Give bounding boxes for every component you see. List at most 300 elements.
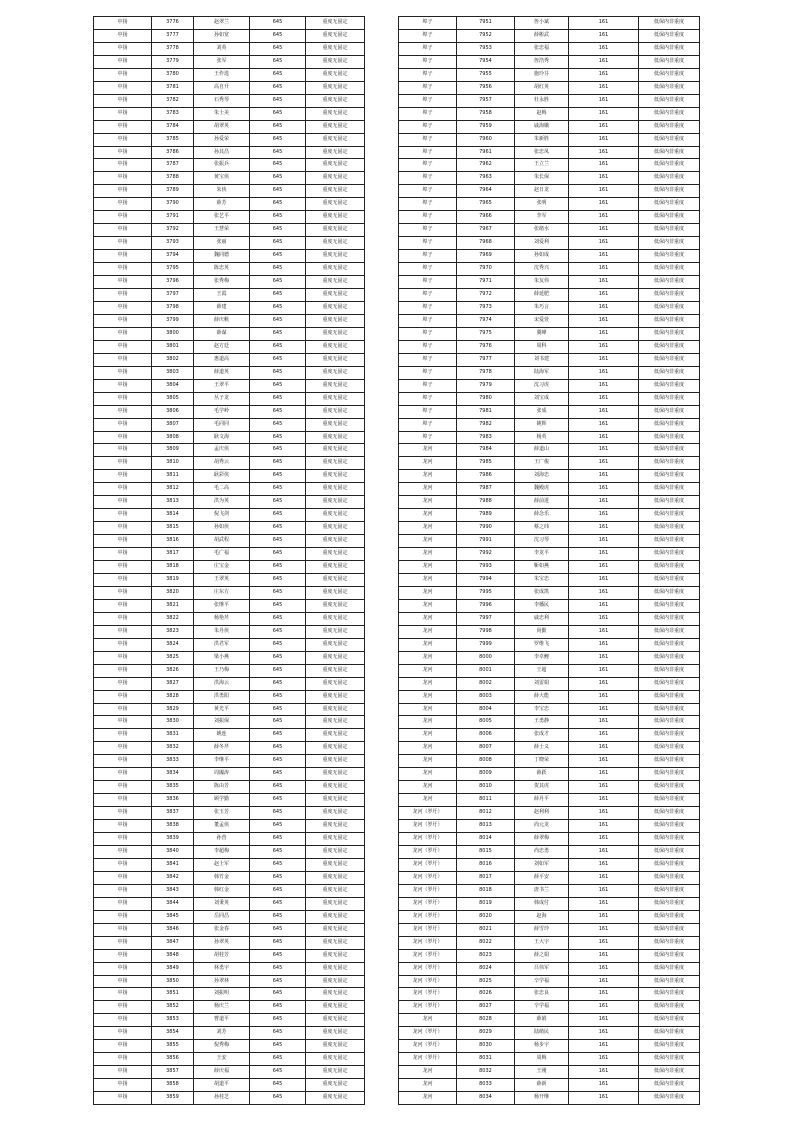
table-row [399, 340, 700, 353]
id-cell: 3804 [152, 379, 194, 392]
table-row [399, 820, 700, 833]
table-row [94, 586, 365, 599]
id-cell: 7968 [457, 237, 515, 250]
id-cell: 8028 [457, 1014, 515, 1027]
type-cell: 低保内非重度 [639, 146, 700, 159]
id-cell: 8026 [457, 988, 515, 1001]
type-cell: 重度无固定 [306, 392, 365, 405]
name-cell: 胡红英 [515, 81, 569, 94]
id-cell: 3849 [152, 962, 194, 975]
id-cell: 3785 [152, 133, 194, 146]
town-cell: 中扬 [94, 1066, 152, 1079]
amount-cell: 161 [569, 664, 639, 677]
town-cell: 埠子 [399, 146, 457, 159]
amount-cell: 645 [250, 496, 306, 509]
name-cell: 张继平 [194, 599, 250, 612]
id-cell: 8031 [457, 1053, 515, 1066]
amount-cell: 645 [250, 42, 306, 55]
name-cell: 魏殿虎 [515, 483, 569, 496]
id-cell: 8014 [457, 833, 515, 846]
id-cell: 7957 [457, 94, 515, 107]
id-cell: 3800 [152, 327, 194, 340]
name-cell: 李龙平 [515, 548, 569, 561]
town-cell: 埠子 [399, 353, 457, 366]
type-cell: 低保内非重度 [639, 1027, 700, 1040]
amount-cell: 645 [250, 975, 306, 988]
name-cell: 薛跃 [515, 768, 569, 781]
type-cell: 低保内非重度 [639, 1040, 700, 1053]
id-cell: 8012 [457, 807, 515, 820]
town-cell: 埠子 [399, 392, 457, 405]
id-cell: 3831 [152, 729, 194, 742]
table-row [94, 314, 365, 327]
table-row [399, 1079, 700, 1092]
name-cell: 朱新胜 [515, 133, 569, 146]
table-row [399, 833, 700, 846]
table-row [399, 716, 700, 729]
name-cell: 薛平安 [515, 871, 569, 884]
id-cell: 3819 [152, 573, 194, 586]
town-cell: 埠子 [399, 250, 457, 263]
town-cell: 中扬 [94, 314, 152, 327]
town-cell: 中扬 [94, 573, 152, 586]
id-cell: 8023 [457, 949, 515, 962]
table-row [94, 664, 365, 677]
type-cell: 重度无固定 [306, 366, 365, 379]
amount-cell: 645 [250, 923, 306, 936]
type-cell: 低保内非重度 [639, 483, 700, 496]
type-cell: 重度无固定 [306, 81, 365, 94]
amount-cell: 645 [250, 807, 306, 820]
type-cell: 重度无固定 [306, 159, 365, 172]
town-cell: 中扬 [94, 81, 152, 94]
table-row [94, 768, 365, 781]
town-cell: 埠子 [399, 211, 457, 224]
name-cell: 张丽 [194, 237, 250, 250]
name-cell: 沈秀兴 [515, 263, 569, 276]
amount-cell: 645 [250, 224, 306, 237]
town-cell: 龙河 [399, 664, 457, 677]
id-cell: 7993 [457, 561, 515, 574]
type-cell: 低保内非重度 [639, 561, 700, 574]
type-cell: 重度无固定 [306, 962, 365, 975]
name-cell: 尚忠勇 [515, 846, 569, 859]
type-cell: 重度无固定 [306, 910, 365, 923]
type-cell: 重度无固定 [306, 276, 365, 289]
table-row [399, 1001, 700, 1014]
name-cell: 毛同同 [194, 418, 250, 431]
table-row [399, 548, 700, 561]
amount-cell: 161 [569, 535, 639, 548]
type-cell: 重度无固定 [306, 314, 365, 327]
type-cell: 重度无固定 [306, 237, 365, 250]
amount-cell: 645 [250, 353, 306, 366]
town-cell: 中扬 [94, 1053, 152, 1066]
table-row [94, 276, 365, 289]
town-cell: 龙河 [399, 690, 457, 703]
town-cell: 龙河 [399, 1014, 457, 1027]
table-row [94, 949, 365, 962]
table-row [94, 457, 365, 470]
type-cell: 重度无固定 [306, 884, 365, 897]
type-cell: 重度无固定 [306, 820, 365, 833]
amount-cell: 645 [250, 133, 306, 146]
name-cell: 朱长保 [515, 172, 569, 185]
town-cell: 中扬 [94, 988, 152, 1001]
amount-cell: 161 [569, 185, 639, 198]
type-cell: 低保内非重度 [639, 612, 700, 625]
id-cell: 3827 [152, 677, 194, 690]
town-cell: 中扬 [94, 936, 152, 949]
id-cell: 3811 [152, 470, 194, 483]
table-row [399, 664, 700, 677]
type-cell: 低保内非重度 [639, 755, 700, 768]
id-cell: 3828 [152, 690, 194, 703]
type-cell: 低保内非重度 [639, 405, 700, 418]
type-cell: 低保内非重度 [639, 949, 700, 962]
id-cell: 7999 [457, 638, 515, 651]
table-row [399, 366, 700, 379]
town-cell: 埠子 [399, 276, 457, 289]
id-cell: 3857 [152, 1066, 194, 1079]
town-cell: 中扬 [94, 884, 152, 897]
name-cell: 周梅 [515, 1053, 569, 1066]
table-row [94, 29, 365, 42]
id-cell: 7971 [457, 276, 515, 289]
name-cell: 韩竹金 [194, 871, 250, 884]
name-cell: 沈习琴 [515, 535, 569, 548]
table-row [399, 781, 700, 794]
id-cell: 7992 [457, 548, 515, 561]
town-cell: 中扬 [94, 522, 152, 535]
amount-cell: 161 [569, 483, 639, 496]
town-cell: 中扬 [94, 561, 152, 574]
amount-cell: 645 [250, 418, 306, 431]
name-cell: 胡武程 [194, 535, 250, 548]
table-row [94, 573, 365, 586]
table-row [94, 884, 365, 897]
table-row [94, 820, 365, 833]
name-cell: 王立兰 [515, 159, 569, 172]
town-cell: 龙河 [399, 1066, 457, 1079]
amount-cell: 645 [250, 755, 306, 768]
town-cell: 龙河（罗圩） [399, 962, 457, 975]
type-cell: 低保内非重度 [639, 833, 700, 846]
name-cell: 韩成付 [515, 897, 569, 910]
amount-cell: 161 [569, 1066, 639, 1079]
table-row [399, 392, 700, 405]
id-cell: 3780 [152, 68, 194, 81]
id-cell: 8007 [457, 742, 515, 755]
id-cell: 7981 [457, 405, 515, 418]
id-cell: 8009 [457, 768, 515, 781]
amount-cell: 645 [250, 301, 306, 314]
town-cell: 中扬 [94, 353, 152, 366]
name-cell: 王刚 [515, 1066, 569, 1079]
id-cell: 7997 [457, 612, 515, 625]
town-cell: 埠子 [399, 340, 457, 353]
table-row [94, 107, 365, 120]
name-cell: 岳同昌 [194, 910, 250, 923]
amount-cell: 161 [569, 690, 639, 703]
name-cell: 李宝忠 [515, 703, 569, 716]
table-row [94, 794, 365, 807]
type-cell: 重度无固定 [306, 1066, 365, 1079]
type-cell: 重度无固定 [306, 68, 365, 81]
town-cell: 龙河 [399, 612, 457, 625]
type-cell: 低保内非重度 [639, 327, 700, 340]
town-cell: 中扬 [94, 29, 152, 42]
id-cell: 7967 [457, 224, 515, 237]
amount-cell: 645 [250, 1014, 306, 1027]
town-cell: 中扬 [94, 807, 152, 820]
amount-cell: 161 [569, 1001, 639, 1014]
amount-cell: 645 [250, 599, 306, 612]
type-cell: 重度无固定 [306, 586, 365, 599]
name-cell: 李卓鲤 [515, 651, 569, 664]
table-row [94, 289, 365, 302]
name-cell: 孙爱荣 [194, 133, 250, 146]
type-cell: 重度无固定 [306, 483, 365, 496]
town-cell: 龙河 [399, 1079, 457, 1092]
type-cell: 低保内非重度 [639, 457, 700, 470]
amount-cell: 645 [250, 794, 306, 807]
name-cell: 丛子龙 [194, 392, 250, 405]
town-cell: 埠子 [399, 133, 457, 146]
table-row [399, 120, 700, 133]
name-cell: 吕伟军 [515, 962, 569, 975]
name-cell: 薛冬芹 [194, 742, 250, 755]
town-cell: 中扬 [94, 94, 152, 107]
amount-cell: 161 [569, 586, 639, 599]
name-cell: 王慧荣 [194, 224, 250, 237]
town-cell: 中扬 [94, 548, 152, 561]
table-row [94, 42, 365, 55]
id-cell: 7987 [457, 483, 515, 496]
town-cell: 埠子 [399, 405, 457, 418]
name-cell: 刘爱利 [515, 237, 569, 250]
type-cell: 重度无固定 [306, 405, 365, 418]
id-cell: 3814 [152, 509, 194, 522]
type-cell: 低保内非重度 [639, 962, 700, 975]
town-cell: 中扬 [94, 496, 152, 509]
table-row [94, 755, 365, 768]
name-cell: 孙其昌 [194, 146, 250, 159]
name-cell: 薛建 [194, 301, 250, 314]
id-cell: 3841 [152, 858, 194, 871]
name-cell: 倪秀梅 [194, 1040, 250, 1053]
amount-cell: 161 [569, 820, 639, 833]
type-cell: 重度无固定 [306, 263, 365, 276]
id-cell: 3812 [152, 483, 194, 496]
name-cell: 赵梅 [515, 107, 569, 120]
type-cell: 低保内非重度 [639, 936, 700, 949]
type-cell: 重度无固定 [306, 133, 365, 146]
town-cell: 龙河（罗圩） [399, 871, 457, 884]
amount-cell: 645 [250, 1040, 306, 1053]
town-cell: 龙河 [399, 781, 457, 794]
table-row [399, 561, 700, 574]
name-cell: 宋爱萱 [515, 314, 569, 327]
table-row [94, 418, 365, 431]
type-cell: 低保内非重度 [639, 185, 700, 198]
id-cell: 3832 [152, 742, 194, 755]
type-cell: 重度无固定 [306, 742, 365, 755]
town-cell: 龙河 [399, 535, 457, 548]
amount-cell: 161 [569, 716, 639, 729]
name-cell: 冀峰 [515, 327, 569, 340]
amount-cell: 645 [250, 314, 306, 327]
type-cell: 重度无固定 [306, 107, 365, 120]
amount-cell: 161 [569, 159, 639, 172]
id-cell: 7998 [457, 625, 515, 638]
table-row [94, 301, 365, 314]
name-cell: 洪君军 [194, 638, 250, 651]
amount-cell: 645 [250, 612, 306, 625]
name-cell: 毛广福 [194, 548, 250, 561]
town-cell: 埠子 [399, 172, 457, 185]
type-cell: 重度无固定 [306, 172, 365, 185]
name-cell: 张秀梅 [194, 276, 250, 289]
town-cell: 龙河（罗圩） [399, 1040, 457, 1053]
id-cell: 7984 [457, 444, 515, 457]
id-cell: 8025 [457, 975, 515, 988]
amount-cell: 161 [569, 405, 639, 418]
id-cell: 7985 [457, 457, 515, 470]
name-cell: 刘如军 [515, 858, 569, 871]
id-cell: 3844 [152, 897, 194, 910]
name-cell: 朱巧言 [515, 301, 569, 314]
town-cell: 埠子 [399, 107, 457, 120]
table-row [94, 1053, 365, 1066]
table-row [399, 457, 700, 470]
table-row [399, 729, 700, 742]
table-row [399, 586, 700, 599]
amount-cell: 161 [569, 1079, 639, 1092]
table-row [399, 1040, 700, 1053]
id-cell: 3798 [152, 301, 194, 314]
id-cell: 3820 [152, 586, 194, 599]
town-cell: 埠子 [399, 81, 457, 94]
amount-cell: 161 [569, 94, 639, 107]
name-cell: 薛雪玲 [515, 923, 569, 936]
name-cell: 贺其虎 [515, 781, 569, 794]
id-cell: 3797 [152, 289, 194, 302]
town-cell: 中扬 [94, 392, 152, 405]
table-row [94, 871, 365, 884]
table-row [399, 276, 700, 289]
table-row [399, 327, 700, 340]
id-cell: 3802 [152, 353, 194, 366]
type-cell: 重度无固定 [306, 612, 365, 625]
amount-cell: 645 [250, 55, 306, 68]
name-cell: 梁小燕 [194, 651, 250, 664]
name-cell: 王翠英 [194, 573, 250, 586]
name-cell: 黄光平 [194, 703, 250, 716]
id-cell: 3851 [152, 988, 194, 1001]
name-cell: 张明 [515, 198, 569, 211]
amount-cell: 645 [250, 81, 306, 94]
table-row [94, 651, 365, 664]
town-cell: 中扬 [94, 742, 152, 755]
type-cell: 重度无固定 [306, 651, 365, 664]
table-row [399, 198, 700, 211]
table-row [94, 81, 365, 94]
amount-cell: 645 [250, 392, 306, 405]
name-cell: 姚辉 [515, 418, 569, 431]
id-cell: 7964 [457, 185, 515, 198]
name-cell: 胡桂芳 [194, 949, 250, 962]
id-cell: 3787 [152, 159, 194, 172]
id-cell: 3792 [152, 224, 194, 237]
type-cell: 重度无固定 [306, 949, 365, 962]
type-cell: 重度无固定 [306, 17, 365, 30]
amount-cell: 161 [569, 392, 639, 405]
town-cell: 中扬 [94, 703, 152, 716]
town-cell: 中扬 [94, 586, 152, 599]
town-cell: 龙河 [399, 625, 457, 638]
type-cell: 低保内非重度 [639, 858, 700, 871]
table-row [399, 509, 700, 522]
name-cell: 薛士义 [515, 742, 569, 755]
table-row [399, 29, 700, 42]
id-cell: 3826 [152, 664, 194, 677]
table-row [94, 975, 365, 988]
town-cell: 龙河 [399, 457, 457, 470]
name-cell: 胡翠英 [194, 120, 250, 133]
type-cell: 低保内非重度 [639, 677, 700, 690]
name-cell: 施玲芬 [515, 68, 569, 81]
type-cell: 重度无固定 [306, 379, 365, 392]
type-cell: 重度无固定 [306, 638, 365, 651]
id-cell: 7966 [457, 211, 515, 224]
town-cell: 龙河 [399, 703, 457, 716]
type-cell: 重度无固定 [306, 1040, 365, 1053]
id-cell: 7955 [457, 68, 515, 81]
id-cell: 7989 [457, 509, 515, 522]
table-row [399, 1014, 700, 1027]
name-cell: 刘振保 [194, 716, 250, 729]
amount-cell: 161 [569, 522, 639, 535]
town-cell: 中扬 [94, 289, 152, 302]
amount-cell: 161 [569, 42, 639, 55]
amount-cell: 161 [569, 470, 639, 483]
town-cell: 中扬 [94, 470, 152, 483]
table-row [94, 612, 365, 625]
id-cell: 7986 [457, 470, 515, 483]
town-cell: 龙河 [399, 573, 457, 586]
name-cell: 朱友伟 [515, 276, 569, 289]
id-cell: 3852 [152, 1001, 194, 1014]
amount-cell: 645 [250, 29, 306, 42]
name-cell: 刘秉英 [194, 897, 250, 910]
name-cell: 薛庆福 [194, 1066, 250, 1079]
type-cell: 低保内非重度 [639, 846, 700, 859]
table-row [399, 988, 700, 1001]
town-cell: 龙河（罗圩） [399, 897, 457, 910]
name-cell: 尚勤 [515, 625, 569, 638]
amount-cell: 645 [250, 340, 306, 353]
id-cell: 8002 [457, 677, 515, 690]
name-cell: 沈习虎 [515, 379, 569, 392]
name-cell: 薛大能 [515, 690, 569, 703]
amount-cell: 161 [569, 107, 639, 120]
id-cell: 8001 [457, 664, 515, 677]
id-cell: 8032 [457, 1066, 515, 1079]
type-cell: 低保内非重度 [639, 1079, 700, 1092]
amount-cell: 161 [569, 172, 639, 185]
table-row [94, 1092, 365, 1105]
